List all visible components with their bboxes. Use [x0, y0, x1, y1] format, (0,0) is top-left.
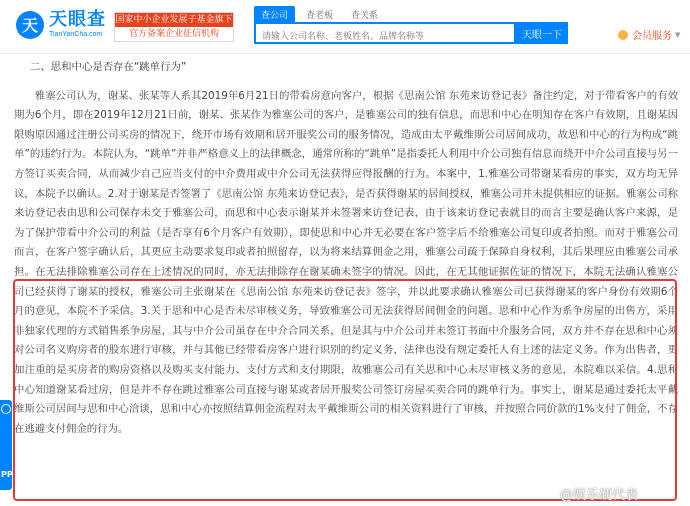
search-tabs — [254, 6, 389, 23]
left-bar-label: PP — [1, 470, 13, 479]
judgment-paragraph: 雅塞公司认为，谢某、张某等人系其2019年6月21日的带看房意向客户，根据《思南公馆 东苑来访登记表》备注约定，对于带看客户的有效期为6个月，即在2019年12月21日前，谢某、张某作为雅塞公司的客户，是雅塞公司的独有信息，而思和中心在明知存在客户有效期，且谢某因限购原因通过注册公司买房的情况下，绕开市场有效期和居开服奖公司的服务情况，造成由太平戴维斯公司居间成功，故思和中心的行为构成“跳单”的违约行为。本院认为，“跳单”并非严格意义上的法律概念，通常所称的“跳单”是指委托人利用中介公司独有信息而绕开中介公司直接与另一方签订买卖合同，从而减少自己应当支付的中介费用或中介公司无法获得应得报酬的行为。本案中，1.雅塞公司带谢某看房的事实，双方均无异议，本院予以确认。2.对于谢某是否签署了《思南公馆 东苑来访登记表》，是否获得谢某的居间授权，雅塞公司并未提供相应的证据。雅塞公司称来访登记表由思和公司保存未交于雅塞公司，而思和中心表示谢某并未签署来访登记表，由于该来访登记表就目的而言主要是确认客户来源，是为了保护带看中介公司的利益（是否享有6个月客户有效期），即使思和中心并无必要在客户签字后不给雅塞公司复印或者拍照。而对于雅塞公司而言，在客户签字确认后，其更应主动要求复印或者拍照留存，以为将来结算佣金之用，雅塞公司疏于保障自身权利，其后果理应由雅塞公司承担。在无法排除雅塞公司存在上述情况的同时，亦无法排除存在谢某确未签字的情况。因此，在无其他证据佐证的情况下，本院无法确认雅塞公司已经获得了谢某的授权，雅塞公司主张谢某在《思南公馆 东苑来访登记表》签字，并以此要求确认雅塞公司已获得谢某的客户身份有效期6个月的意见，本院不予采信。3.关于思和中心是否未尽审核义务，导致雅塞公司无法获得居间佣金的问题。思和中心作为系争房屋的出售方，采用非独家代理的方式销售系争房屋，其与中介公司虽存在中介合同关系，但是其与中介公司并未签订书面中介服务合同，双方并不存在思和中心须对公司名义购房者的股东进行审核，并与其他已经带看房客户进行识别的约定义务，法律也没有规定委托人有上述的法定义务。作为出售者，更加注重的是买房者的购房资格以及购买支付能力、支付方式和支付期限，故雅塞公司有关思和中心未尽审核义务的意见，本院难以采信。4.思和中心知道谢某看过房，但是并不存在跳过雅塞公司直接与谢某或者居开服奖公司签订房屋买卖合同的跳单行为。事实上，谢某是通过委托太平戴维斯公司居间与思和中心洽谈，思和中心亦按照结算佣金流程对太平戴维斯公司的相关资料进行了审核，并按照合同价款的1%支付了佣金，不存在逃避支付佣金的行为。 — [14, 89, 678, 435]
tab-relation[interactable]: 查关系 — [351, 11, 379, 21]
vip-icon — [618, 30, 628, 40]
badge-bottom-text: 官方备案企业征信机构 — [128, 29, 219, 39]
logo-text-group — [49, 10, 106, 39]
badge-top-text: 国家中小企业发展子基金旗下 — [115, 15, 233, 25]
judgment-content — [14, 58, 678, 439]
vip-label: 会员服务 — [632, 31, 672, 42]
logo-icon: 天 — [16, 11, 44, 39]
logo-name: 天眼查 — [49, 9, 106, 30]
search-input[interactable] — [256, 28, 514, 46]
search-box — [254, 22, 516, 44]
weibo-watermark: @娱乐硬代表 — [560, 488, 639, 503]
search-button[interactable]: 天眼一下 — [516, 22, 568, 44]
chat-icon[interactable] — [1, 404, 11, 414]
top-header — [0, 0, 690, 54]
logo-domain: TianYanCha.com — [49, 31, 103, 38]
tab-boss[interactable]: 查老板 — [306, 11, 334, 21]
site-logo[interactable] — [16, 10, 106, 39]
chevron-down-icon: ▼ — [675, 30, 681, 39]
official-badge — [114, 12, 234, 42]
section-title: 二、思和中心是否存在“跳单行为” — [30, 61, 187, 73]
vip-service-link[interactable] — [618, 27, 680, 42]
tab-company[interactable]: 查公司 — [254, 6, 295, 23]
